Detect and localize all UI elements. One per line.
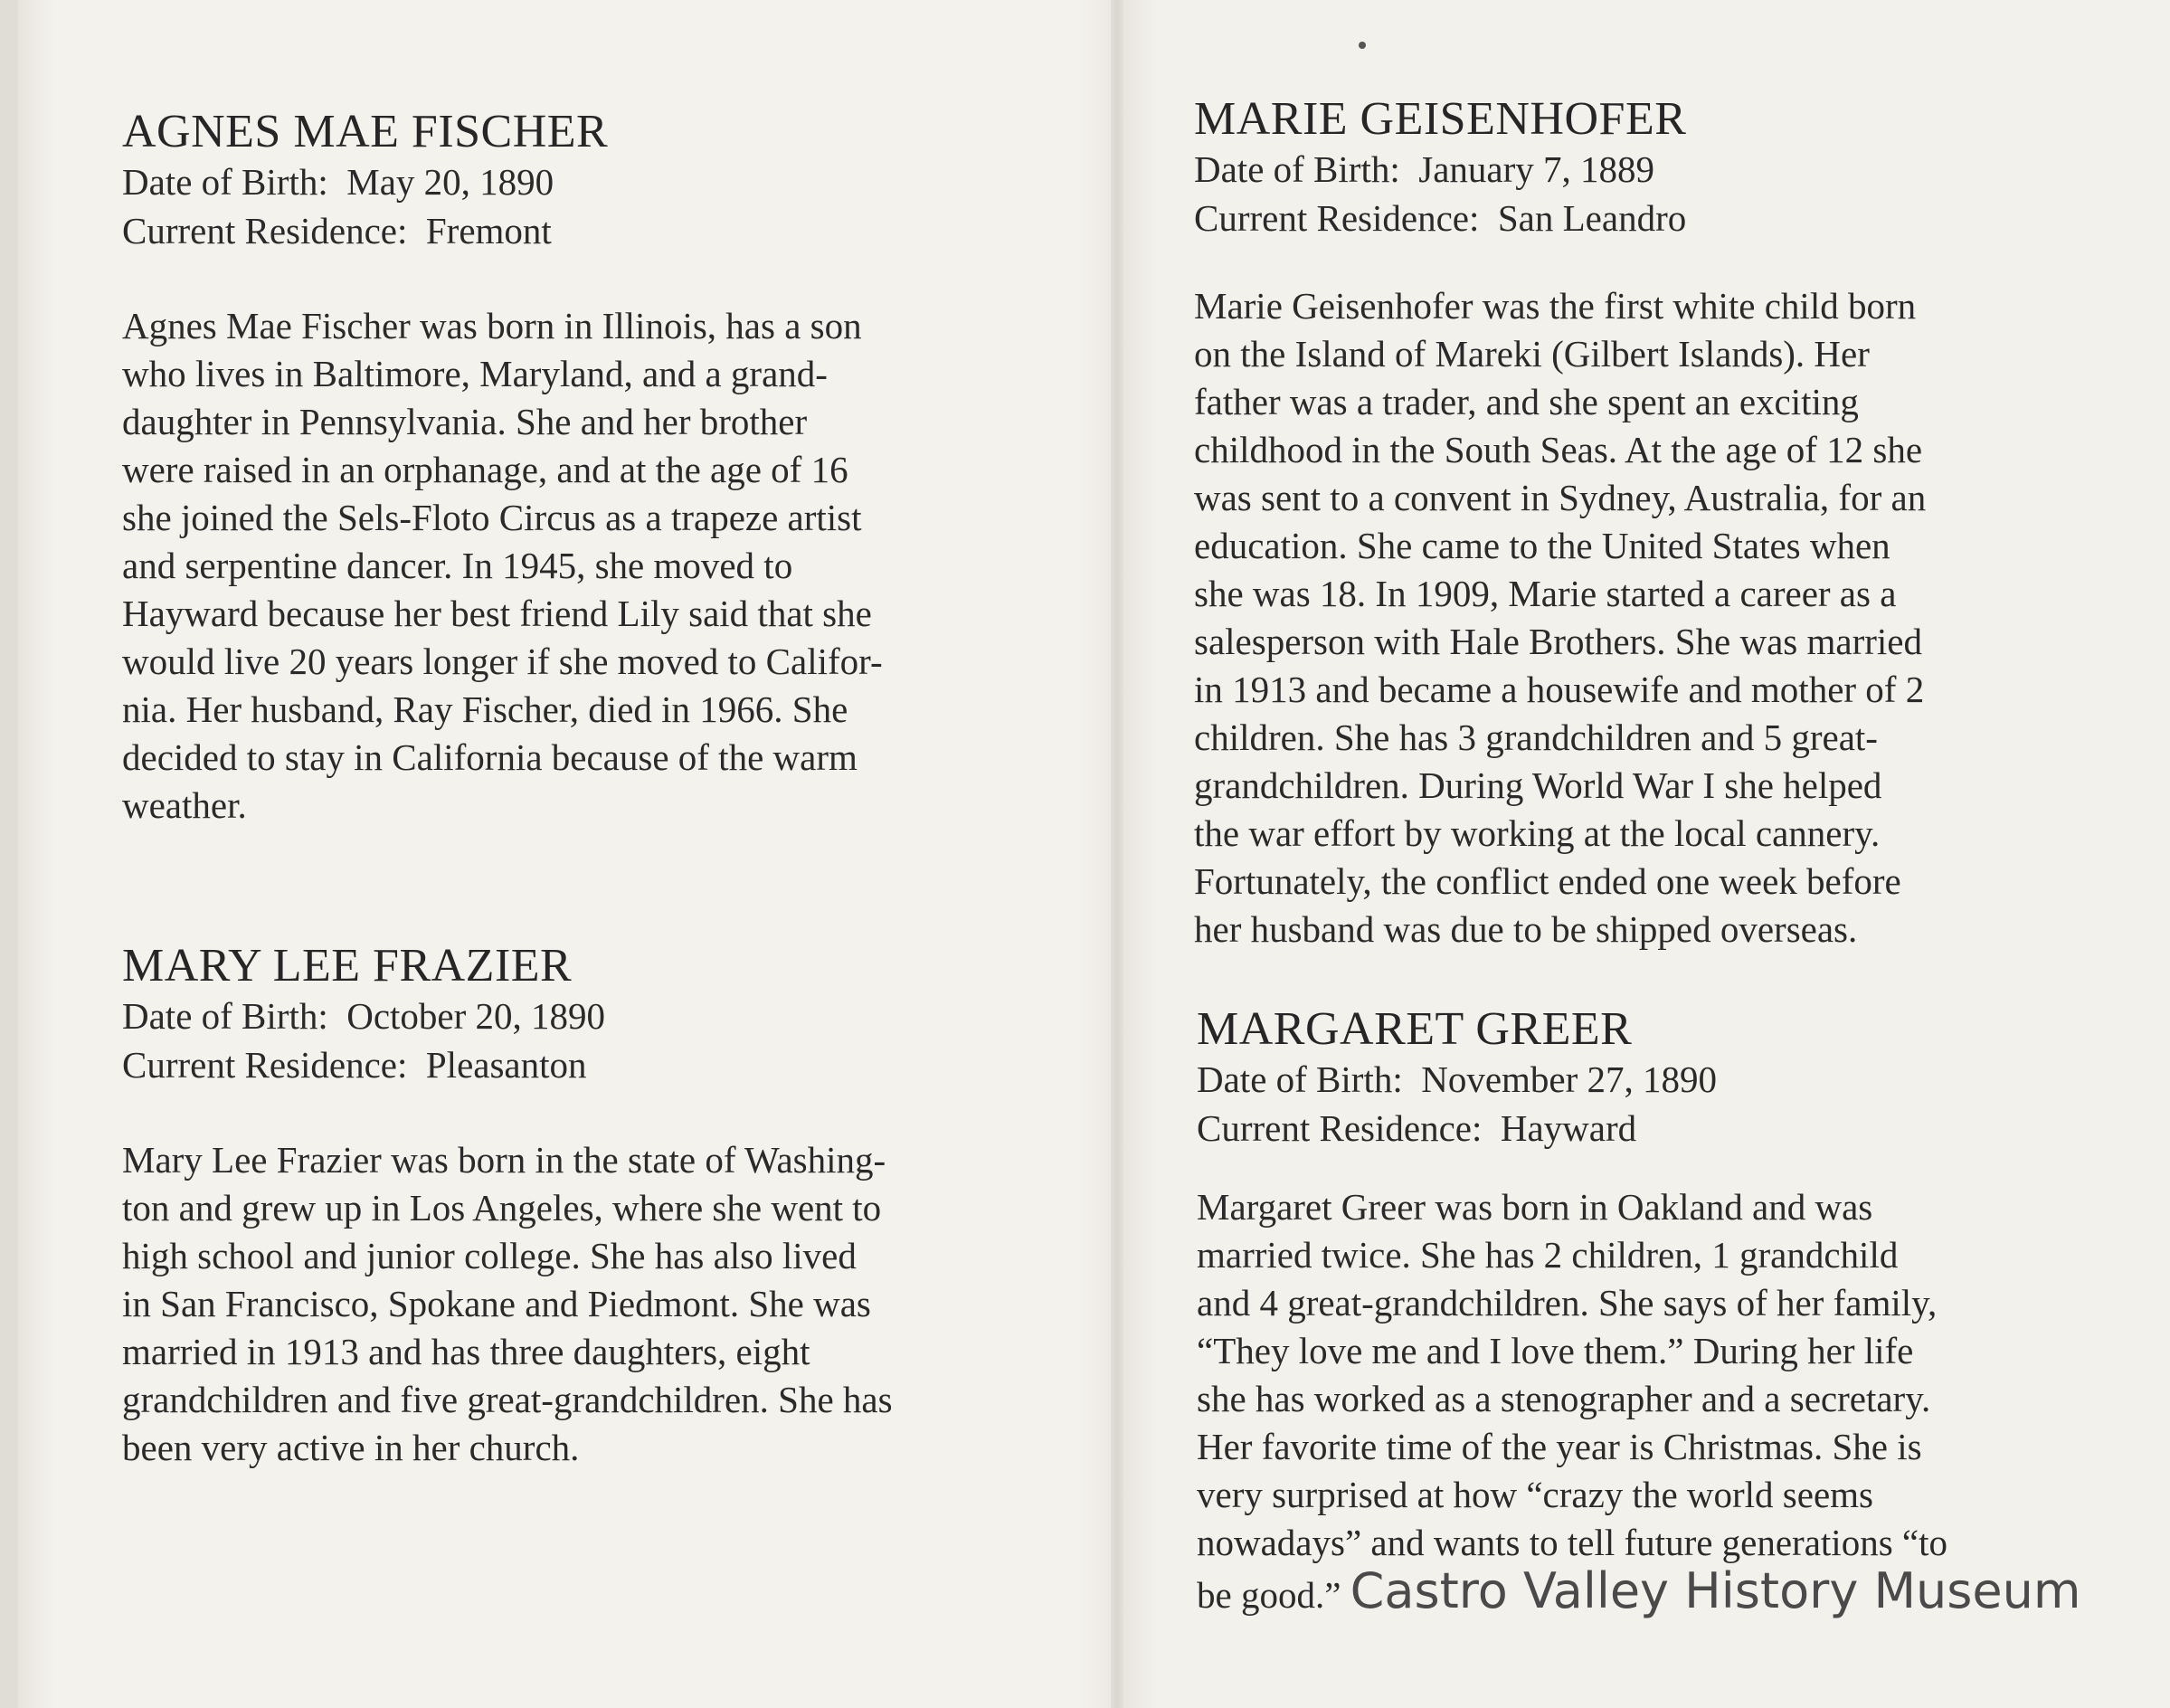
bio-line: “They love me and I love them.” During her life: [1197, 1330, 1914, 1371]
residence-value: Pleasanton: [425, 1044, 587, 1086]
current-residence: [1197, 1104, 2080, 1153]
bio-line: Her favorite time of the year is Christmas. She is: [1197, 1426, 1922, 1467]
dob-value: January 7, 1889: [1418, 148, 1654, 190]
dob-label: Date of Birth:: [122, 161, 328, 203]
bio-line: married twice. She has 2 children, 1 grandchild: [1197, 1234, 1899, 1276]
bio-line: were raised in an orphanage, and at the age of 16: [122, 449, 848, 490]
dob-value: October 20, 1890: [346, 995, 606, 1037]
bio-line: married in 1913 and has three daughters, eight: [122, 1331, 810, 1372]
residence-value: Hayward: [1500, 1107, 1637, 1149]
bio-line: salesperson with Hale Brothers. She was married: [1194, 621, 1922, 662]
bio-line: nowadays” and wants to tell future generations “to: [1197, 1522, 1947, 1563]
dob-label: Date of Birth:: [1197, 1058, 1403, 1100]
bio-line: been very active in her church.: [122, 1427, 580, 1468]
bio-line: would live 20 years longer if she moved to Califor-: [122, 640, 883, 682]
entry-name: MARIE GEISENHOFER: [1194, 93, 1687, 145]
bio-line: she was 18. In 1909, Marie started a career as a: [1194, 573, 1897, 614]
bio-line: high school and junior college. She has also lived: [122, 1235, 857, 1276]
bio-line: on the Island of Mareki (Gilbert Islands). Her: [1194, 333, 1870, 375]
bio-line: weather.: [122, 784, 247, 826]
bio-line: and 4 great-grandchildren. She says of her family,: [1197, 1282, 1938, 1324]
page-edge: [0, 0, 18, 1708]
bio-line: Hayward because her best friend Lily said that she: [122, 593, 872, 634]
current-residence: [122, 1040, 893, 1089]
residence-label: Current Residence:: [1194, 197, 1480, 239]
bio-line: decided to stay in California because of the warm: [122, 736, 858, 778]
book-spine: [1111, 0, 1123, 1708]
ink-dot: [1359, 42, 1366, 49]
date-of-birth: [122, 157, 883, 206]
bio-line: Margaret Greer was born in Oakland and was: [1197, 1186, 1873, 1228]
bio-line: she has worked as a stenographer and a secretary.: [1197, 1378, 1931, 1419]
dob-value: May 20, 1890: [346, 161, 554, 203]
bio-line: grandchildren and five great-grandchildren. She has: [122, 1379, 893, 1420]
residence-value: Fremont: [425, 210, 552, 251]
bio-line: education. She came to the United States when: [1194, 525, 1890, 566]
entry-marie-geisenhofer: [1194, 94, 1926, 954]
bio-line: who lives in Baltimore, Maryland, and a grand-: [122, 353, 828, 394]
dob-label: Date of Birth:: [1194, 148, 1400, 190]
bio-line: the war effort by working at the local cannery.: [1194, 812, 1881, 854]
entry-bio: [1194, 282, 1926, 954]
bio-line: Fortunately, the conflict ended one week before: [1194, 860, 1901, 902]
bio-line: in 1913 and became a housewife and mother of 2: [1194, 669, 1925, 710]
residence-label: Current Residence:: [1197, 1107, 1483, 1149]
bio-line: Mary Lee Frazier was born in the state of Washing-: [122, 1139, 886, 1181]
dob-label: Date of Birth:: [122, 995, 328, 1037]
entry-agnes-mae-fischer: [122, 107, 883, 830]
entry-margaret-greer: [1197, 1004, 2080, 1619]
entry-name: MARGARET GREER: [1197, 1003, 1633, 1055]
entry-bio: [122, 1136, 893, 1472]
date-of-birth: [122, 992, 893, 1040]
bio-line: and serpentine dancer. In 1945, she moved to: [122, 545, 793, 586]
entry-mary-lee-frazier: [122, 941, 893, 1472]
bio-line: [1197, 1562, 2081, 1619]
bio-line: was sent to a convent in Sydney, Australia, for an: [1194, 477, 1927, 518]
bio-line: her husband was due to be shipped overseas.: [1194, 908, 1858, 950]
bio-line: nia. Her husband, Ray Fischer, died in 1966. She: [122, 688, 848, 730]
bio-line: childhood in the South Seas. At the age of 12 she: [1194, 429, 1923, 470]
current-residence: [1194, 194, 1926, 242]
residence-label: Current Residence:: [122, 1044, 408, 1086]
bio-line: Marie Geisenhofer was the first white child born: [1194, 285, 1917, 327]
dob-value: November 27, 1890: [1421, 1058, 1718, 1100]
bio-line: children. She has 3 grandchildren and 5 great-: [1194, 716, 1878, 758]
bio-line: ton and grew up in Los Angeles, where she went to: [122, 1187, 882, 1229]
residence-value: San Leandro: [1497, 197, 1687, 239]
date-of-birth: [1197, 1055, 2080, 1104]
bio-line: grandchildren. During World War I she helped: [1194, 764, 1882, 806]
bio-line: father was a trader, and she spent an exciting: [1194, 381, 1859, 422]
bio-line: Agnes Mae Fischer was born in Illinois, has a son: [122, 305, 862, 346]
watermark: Castro Valley History Museum: [1350, 1562, 2081, 1619]
bio-line: in San Francisco, Spokane and Piedmont. She was: [122, 1283, 871, 1324]
entry-bio: [122, 302, 883, 830]
bio-line-text: be good.”: [1197, 1574, 1341, 1616]
bio-line: very surprised at how “crazy the world seems: [1197, 1474, 1873, 1515]
residence-label: Current Residence:: [122, 210, 408, 251]
date-of-birth: [1194, 145, 1926, 194]
entry-name: MARY LEE FRAZIER: [122, 940, 573, 992]
bio-line: she joined the Sels-Floto Circus as a trapeze artist: [122, 497, 862, 538]
current-residence: [122, 206, 883, 255]
entry-name: AGNES MAE FISCHER: [122, 106, 609, 157]
bio-line: daughter in Pennsylvania. She and her brother: [122, 401, 808, 442]
entry-bio: [1197, 1183, 2080, 1619]
